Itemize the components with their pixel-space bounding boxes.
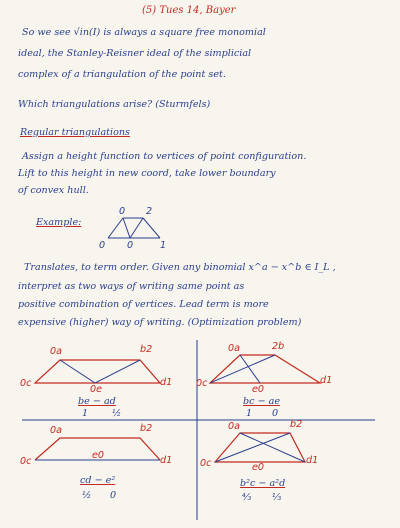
- q4-label-a: 0a: [228, 421, 240, 432]
- quadrant-4-diagram: [215, 433, 305, 462]
- paragraph-1-line-1: So we see √in(I) is always a square free monomial: [22, 27, 266, 38]
- paragraph-2-line-3: of convex hull.: [18, 185, 89, 196]
- paragraph-3-line-1: Translates, to term order. Given any binomial x^a − x^b ∈ I_L ,: [24, 262, 336, 273]
- q4-label-b: b2: [290, 419, 303, 430]
- quadrant-1-diagram: [35, 360, 160, 383]
- quadrant-2-diagram: [210, 355, 320, 383]
- example-label: Example:: [36, 217, 82, 228]
- q2-binomial: bc − ae: [243, 396, 281, 407]
- q1-label-b: b2: [140, 344, 153, 355]
- paragraph-3-line-2: interpret as two ways of writing same point as: [18, 281, 245, 292]
- q4-binomial: b²c − a²d: [240, 478, 286, 489]
- q1-label-e: 0e: [90, 384, 103, 395]
- q4-weight-1: ⁴⁄₃: [242, 492, 252, 503]
- q2-label-d: d1: [320, 375, 333, 386]
- q4-weight-2: ⅓: [272, 492, 282, 503]
- q2-weight-1: 1: [246, 408, 253, 419]
- example-vertex-top-left: 0: [119, 206, 126, 217]
- q2-weight-2: 0: [272, 408, 279, 419]
- q3-binomial: cd − e²: [80, 475, 116, 486]
- q4-label-d: d1: [306, 455, 319, 466]
- paragraph-1-line-2: ideal, the Stanley-Reisner ideal of the simplicial: [18, 48, 252, 59]
- q1-label-a: 0a: [50, 346, 62, 357]
- q3-weight-2: 0: [110, 490, 117, 501]
- q1-weight-1: 1: [82, 408, 89, 419]
- q4-label-c: 0c: [200, 458, 212, 469]
- q2-label-a: 0a: [228, 343, 240, 354]
- q2-label-e: e0: [252, 384, 265, 395]
- paragraph-3-line-3: positive combination of vertices. Lead term is more: [18, 299, 269, 310]
- q3-label-b: b2: [140, 423, 153, 434]
- example-vertex-bottom-right: 1: [160, 240, 167, 251]
- q4-label-e: e0: [252, 462, 265, 473]
- q3-label-d: d1: [160, 455, 173, 466]
- page-header: (5) Tues 14, Bayer: [142, 5, 236, 16]
- question-line: Which triangulations arise? (Sturmfels): [18, 99, 211, 110]
- q3-label-c: 0c: [20, 456, 32, 467]
- q2-label-c: 0c: [196, 378, 208, 389]
- q1-label-c: 0c: [20, 378, 32, 389]
- paragraph-2-line-1: Assign a height function to vertices of point configuration.: [22, 151, 307, 162]
- q3-label-a: 0a: [50, 425, 62, 436]
- section-title: Regular triangulations: [20, 127, 130, 138]
- q1-binomial: be − ad: [78, 396, 116, 407]
- example-vertex-top-right: 2: [146, 206, 153, 217]
- q3-weight-1: ½: [82, 490, 92, 501]
- example-vertex-bottom-mid: 0: [127, 240, 134, 251]
- q3-label-e: e0: [92, 450, 105, 461]
- paragraph-1-line-3: complex of a triangulation of the point set.: [18, 69, 226, 80]
- example-vertex-bottom-left: 0: [99, 240, 106, 251]
- q2-label-b: 2b: [272, 341, 285, 352]
- paragraph-2-line-2: Lift to this height in new coord, take lower boundary: [18, 168, 276, 179]
- q1-weight-2: ½: [112, 408, 122, 419]
- q1-label-d: d1: [160, 377, 173, 388]
- paragraph-3-line-4: expensive (higher) way of writing. (Optimization problem): [18, 317, 302, 328]
